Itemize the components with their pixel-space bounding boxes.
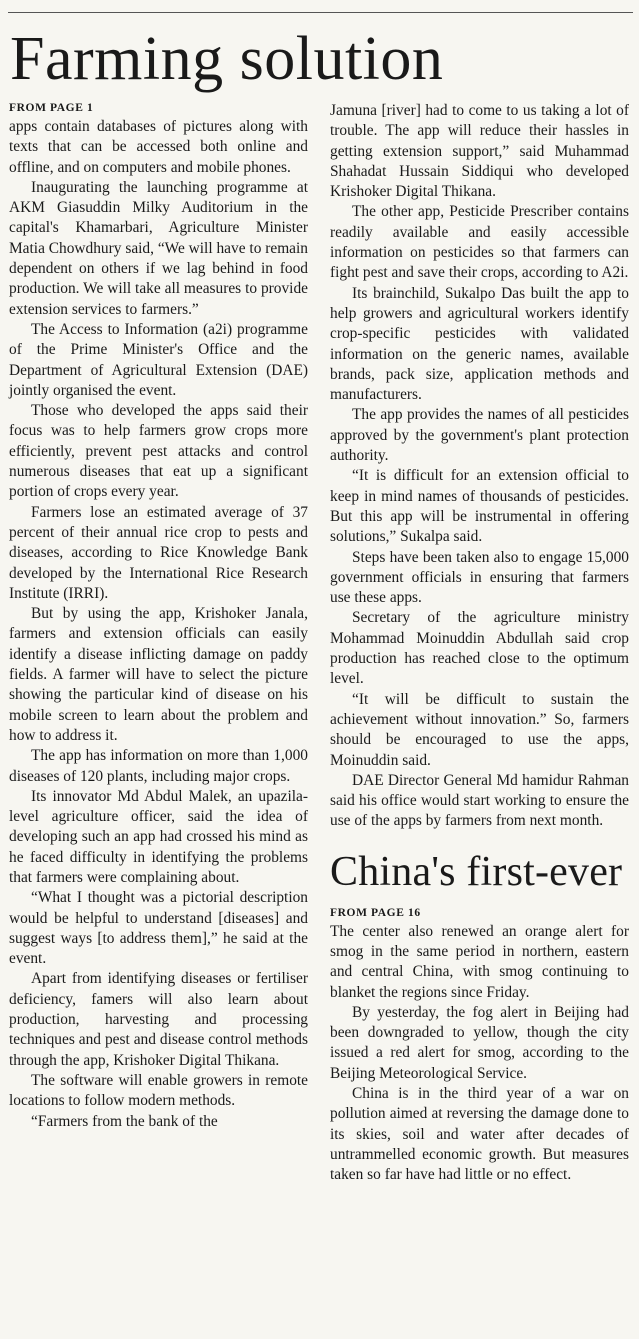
paragraph: Apart from identifying diseases or fertiliser deficiency, famers will also learn about production, harvesting and processing techniques and pest and disease control methods through the app, Krishoker Digital Thikana. xyxy=(9,970,308,1069)
paragraph: Steps have been taken also to engage 15,000 government officials in ensuring that farmers use these apps. xyxy=(330,548,629,607)
paragraph: The software will enable growers in remote locations to follow modern methods. xyxy=(9,1071,308,1110)
story1-left-column xyxy=(9,101,308,1132)
paragraph: “It will be difficult to sustain the achievement without innovation.” So, farmers should be encouraged to use the apps, Moinuddin said. xyxy=(330,690,629,769)
story1-kicker: FROM PAGE 1 xyxy=(9,102,94,114)
paragraph: The app provides the names of all pesticides approved by the government's plant protection authority. xyxy=(330,406,629,465)
paragraph: Its brainchild, Sukalpo Das built the app to help growers and agricultural workers identify crop-specific pesticides with validated information on the generic names, available brands, pack size, application methods and manufacturers. xyxy=(330,284,629,404)
paragraph: But by using the app, Krishoker Janala, farmers and extension officials can easily identify a disease inflicting damage on paddy fields. A farmer will have to select the picture showing the particular kind of disease on his mobile screen to learn about the problem and how to address it. xyxy=(9,605,308,744)
page-title: Farming solution xyxy=(10,25,444,93)
paragraph: Inaugurating the launching programme at AKM Giasuddin Milky Auditorium in the capital's Khamarbari, Agriculture Minister Matia Chowdhury said, “We will have to remain dependent on others if we lag behind in food production. We will take all measures to provide extension services to farmers.” xyxy=(9,178,308,318)
paragraph: Farmers lose an estimated average of 37 percent of their annual rice crop to pests and diseases, according to Rice Knowledge Bank developed by the International Rice Research Institute (IRRI). xyxy=(9,503,308,602)
paragraph: The other app, Pesticide Prescriber contains readily available and easily accessible information on pesticides so that farmers can fight pest and save their crops, according to A2i. xyxy=(330,203,629,282)
paragraph: The center also renewed an orange alert for smog in the same period in northern, eastern and central China, with smog continuing to blanket the regions since Friday. xyxy=(330,922,629,1001)
paragraph: “It is difficult for an extension official to keep in mind names of thousands of pesticides. But this app will be instrumental in offering solutions,” Sukalpa said. xyxy=(330,467,629,546)
paragraph: DAE Director General Md hamidur Rahman said his office would start working to ensure the use of the apps by farmers from next month. xyxy=(330,771,629,830)
story2-kicker: FROM PAGE 16 xyxy=(330,906,421,919)
paragraph: Jamuna [river] had to come to us taking a lot of trouble. The app will reduce their hassles in getting extension support,” said Muhammad Shahadat Hussain Siddiqui who developed Krishoker Digital Thikana. xyxy=(330,102,629,201)
paragraph: “Farmers from the bank of the xyxy=(31,1112,218,1130)
story2-headline: China's first-ever xyxy=(330,848,623,895)
paragraph: By yesterday, the fog alert in Beijing had been downgraded to yellow, though the city issued a red alert for smog, according to the Beijing Meteorological Service. xyxy=(330,1003,629,1082)
right-column xyxy=(330,101,629,1186)
paragraph: apps contain databases of pictures along with texts that can be accessed both online and offline, and on computers and mobile phones. xyxy=(9,118,308,176)
paragraph: The Access to Information (a2i) programme of the Prime Minister's Office and the Department of Agricultural Extension (DAE) jointly organised the event. xyxy=(9,320,308,399)
paragraph: “What I thought was a pictorial description would be helpful to understand [diseases] and suggest ways [to address them],” he said at the event. xyxy=(9,889,308,968)
paragraph: Its innovator Md Abdul Malek, an upazila-level agriculture officer, said the idea of developing such an app had crossed his mind as he faced difficulty in identifying the problems that farmers were complaining about. xyxy=(9,787,308,886)
paragraph: Secretary of the agriculture ministry Mohammad Moinuddin Abdullah said crop production has reached close to the optimum level. xyxy=(330,609,629,688)
paragraph: China is in the third year of a war on pollution aimed at reversing the damage done to its skies, soil and water after decades of untrammelled economic growth. But measures taken so far have had little or no effect. xyxy=(330,1085,629,1184)
top-rule xyxy=(8,12,633,13)
paragraph: Those who developed the apps said their focus was to help farmers grow crops more efficiently, prevent pest attacks and control numerous diseases that eat up a significant portion of crops every year. xyxy=(9,402,308,501)
paragraph: The app has information on more than 1,000 diseases of 120 plants, including major crops. xyxy=(9,747,308,785)
